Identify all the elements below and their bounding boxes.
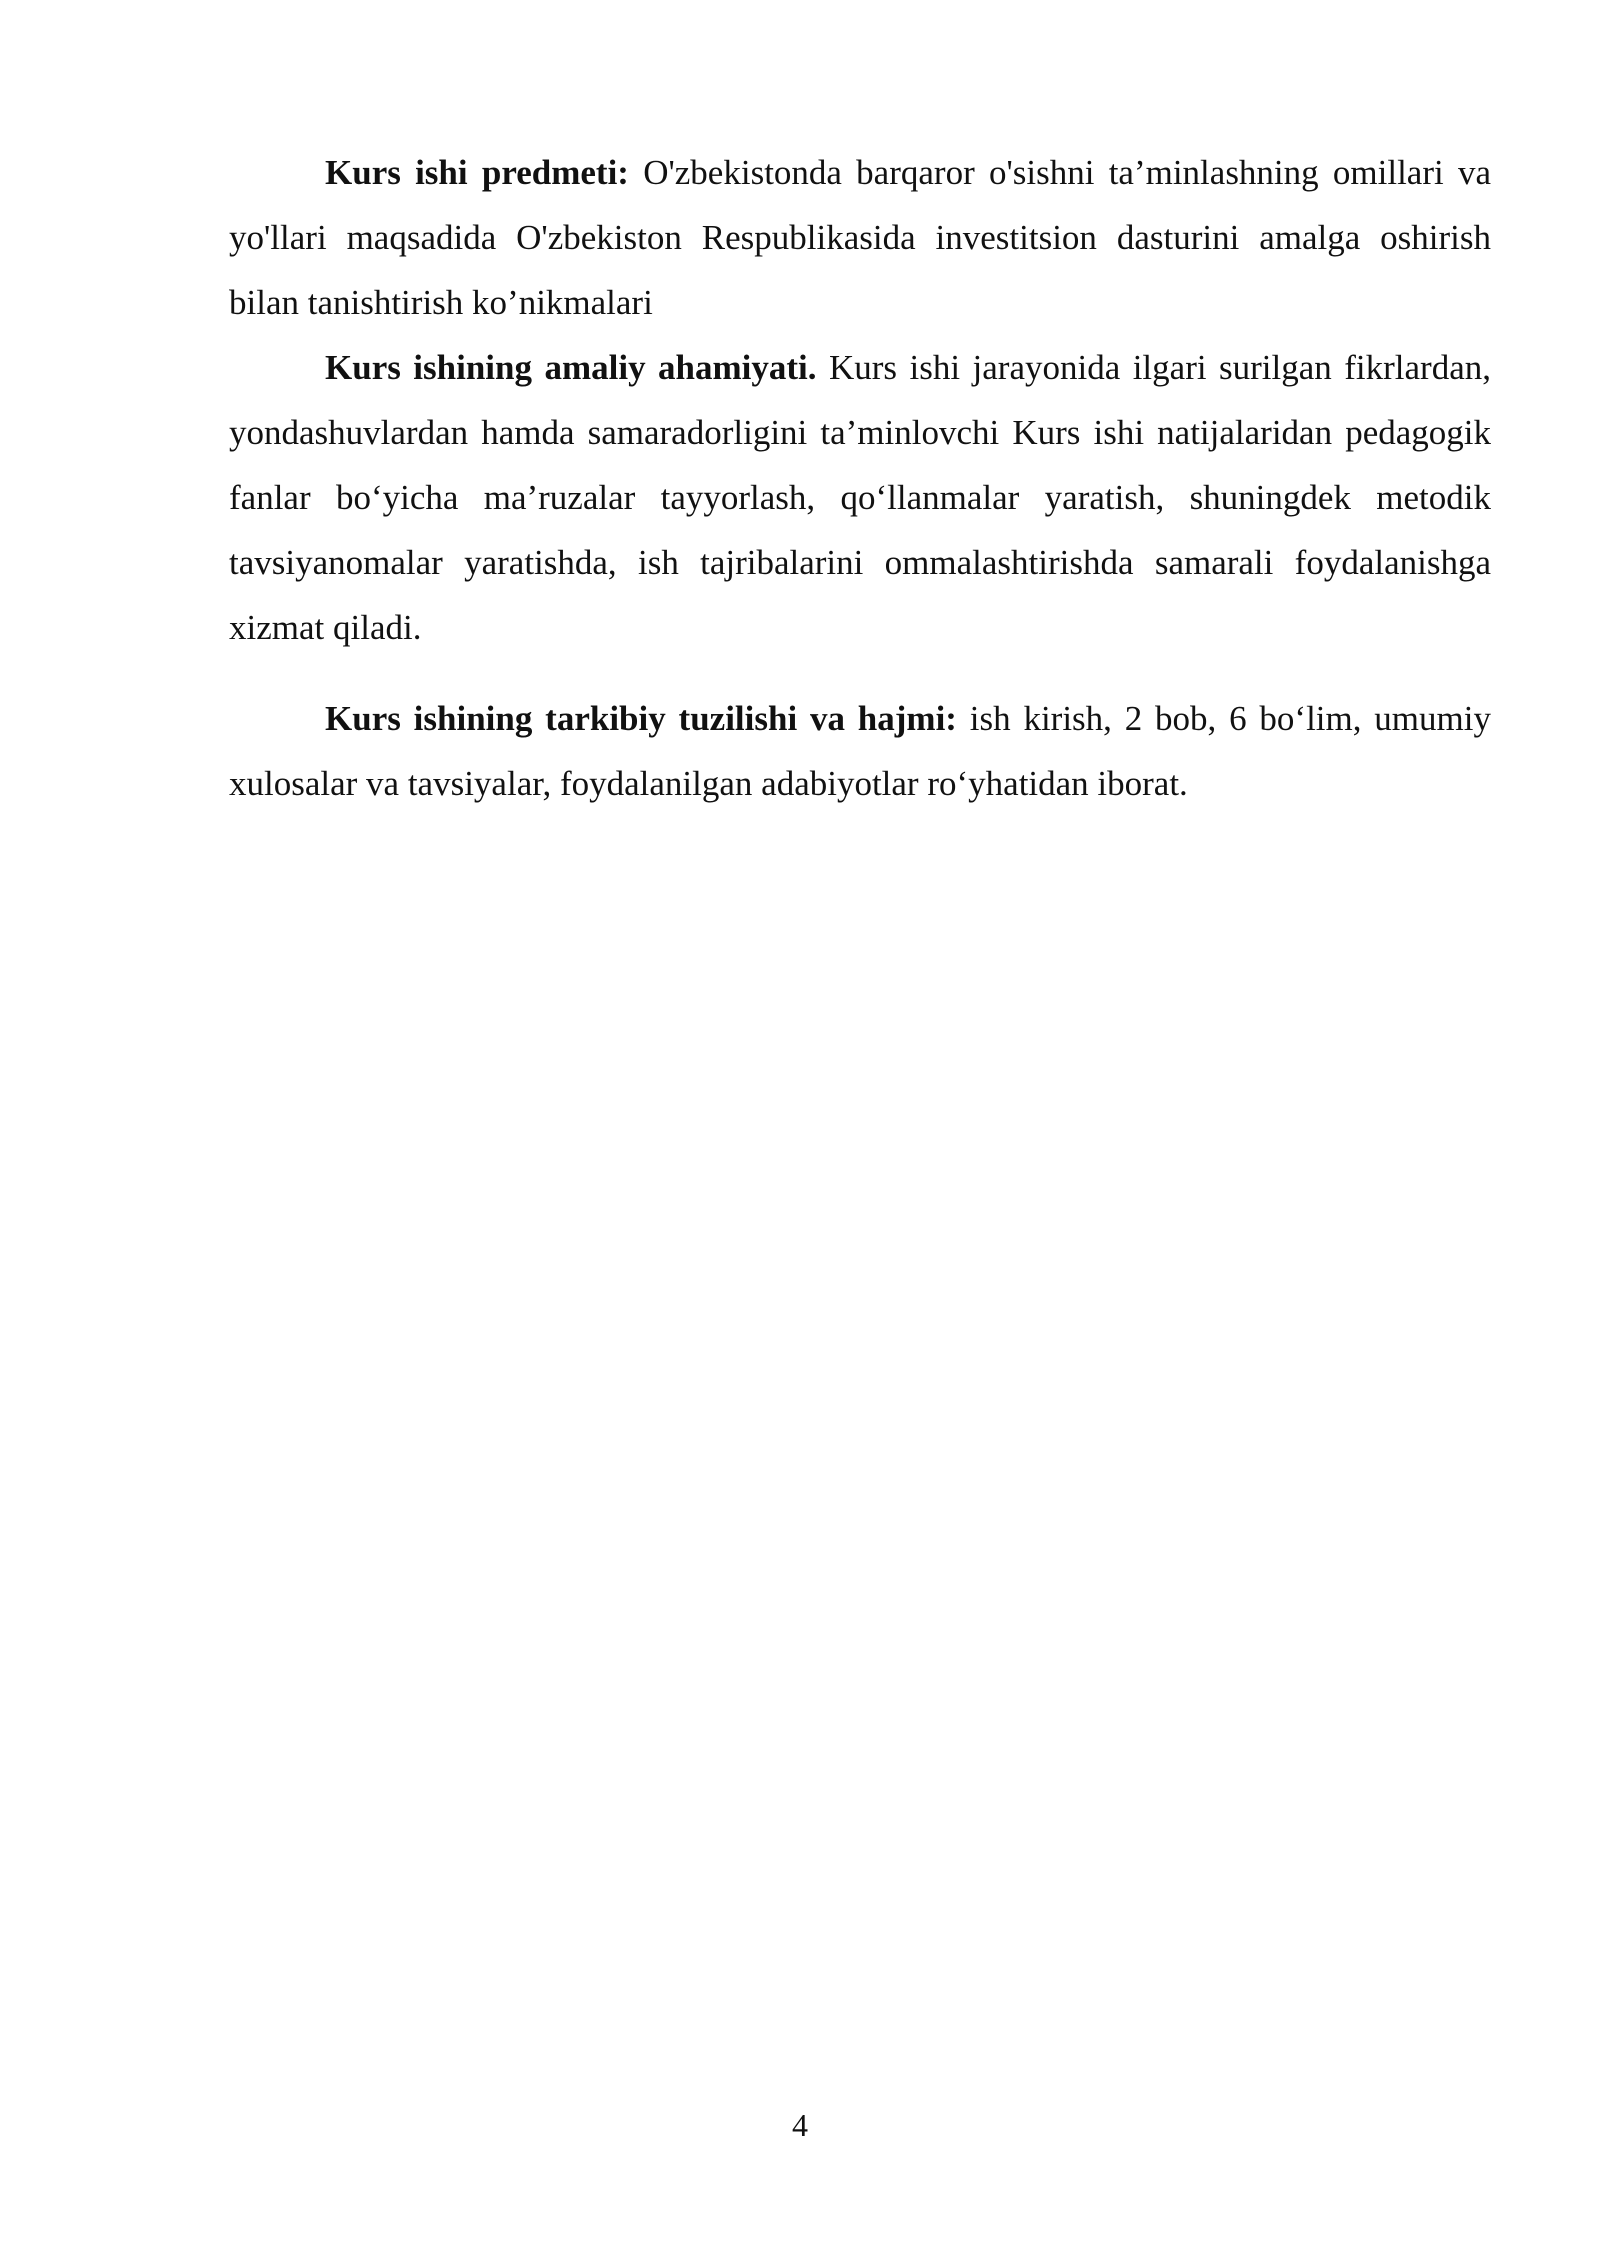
page-body — [229, 140, 1491, 816]
paragraph-heading: Kurs ishi predmeti: — [325, 153, 629, 192]
paragraph-text: O'zbekistonda barqaror o'sishni ta’minlashning omillari va yo'llari maqsadida O'zbekiston Respublikasida investitsion dasturini amalga oshirish bilan tanishtirish ko’nikmalari — [229, 153, 1491, 322]
page-number: 4 — [792, 2107, 808, 2143]
paragraph-subject — [229, 140, 1491, 335]
paragraph-heading: Kurs ishining amaliy ahamiyati. — [325, 348, 817, 387]
paragraph-heading: Kurs ishining tarkibiy tuzilishi va hajmi: — [325, 699, 957, 738]
paragraph-structure — [229, 686, 1491, 816]
paragraph-text: Kurs ishi jarayonida ilgari surilgan fikrlardan, yondashuvlardan hamda samaradorligini ta’minlovchi Kurs ishi natijalaridan pedagogik fanlar bo‘yicha ma’ruzalar tayyorlash, qo‘llanmalar yaratish, shuningdek metodik tavsiyanomalar yaratishda, ish tajribalarini ommalashtirishda samarali foydalanishga xizmat qiladi. — [229, 348, 1491, 647]
paragraph-text: ish kirish, 2 bob, 6 bo‘lim, umumiy xulosalar va tavsiyalar, foydalanilgan adabiyotlar ro‘yhatidan iborat. — [229, 699, 1491, 803]
paragraph-practical-significance — [229, 335, 1491, 660]
